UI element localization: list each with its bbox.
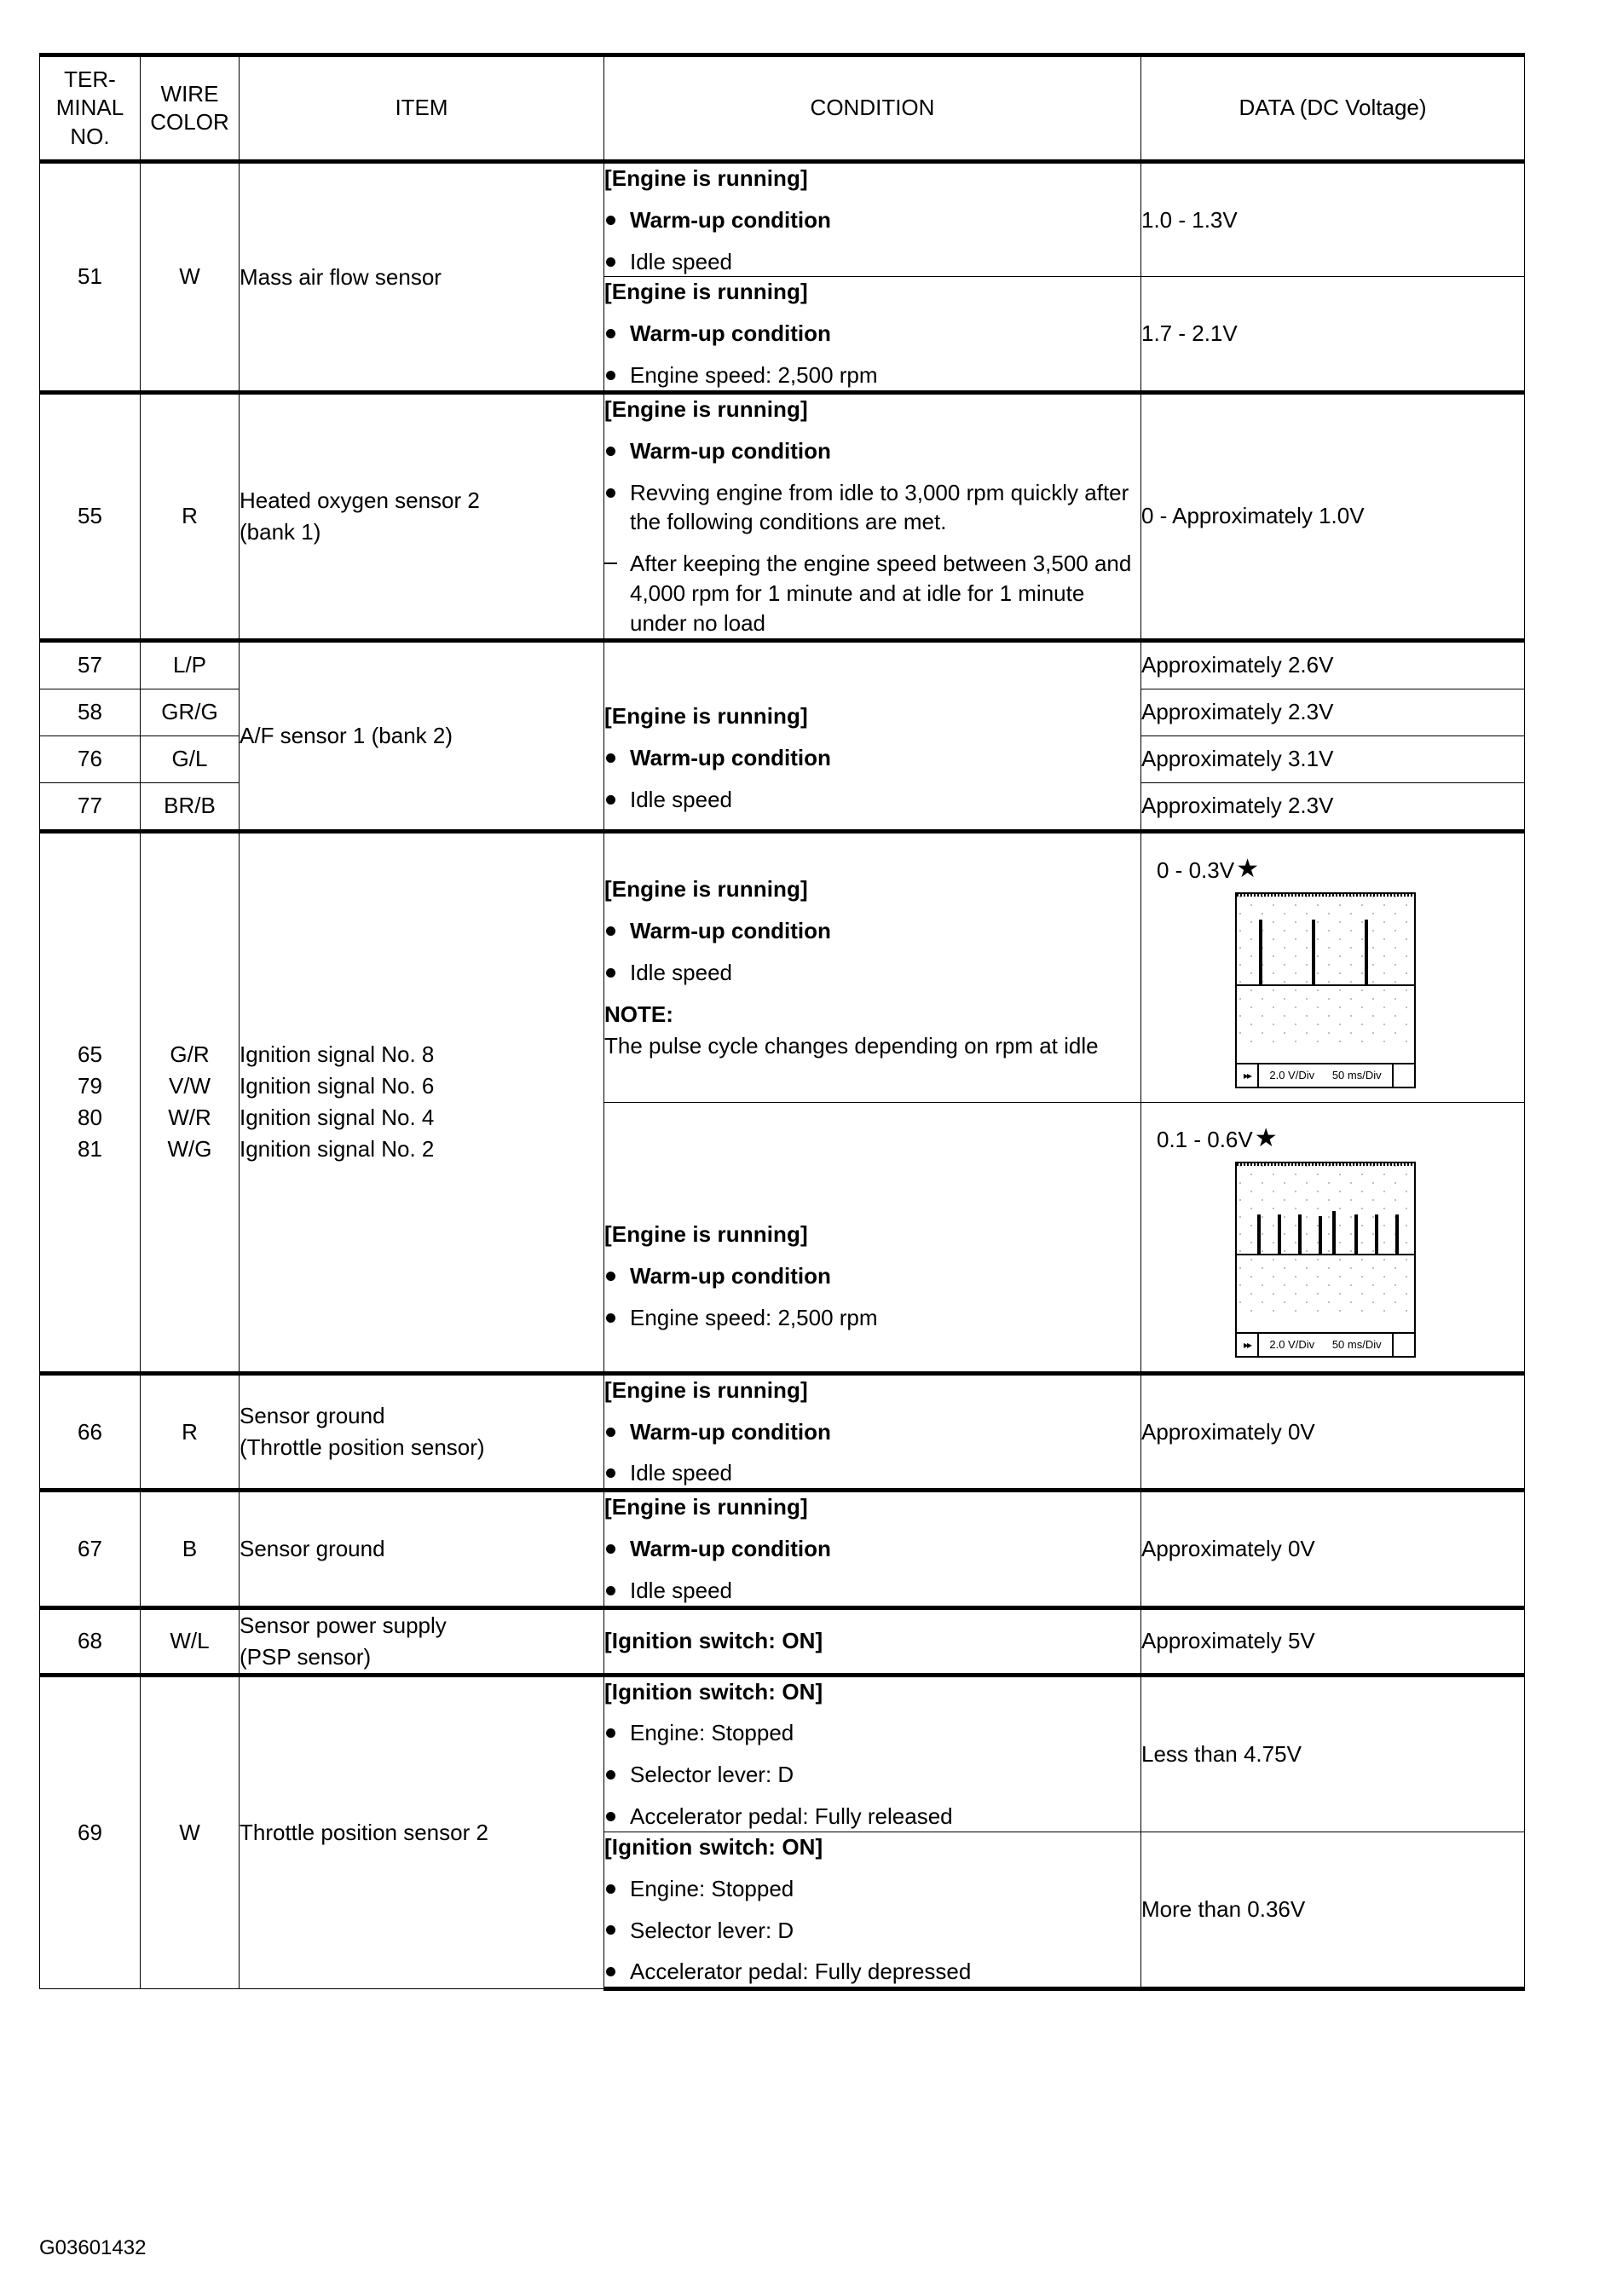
- scope-screen: [1237, 1163, 1414, 1318]
- condition-item: [604, 1534, 1140, 1564]
- time-per-div: 50 ms/Div: [1331, 1069, 1382, 1082]
- condition-block: [604, 392, 1141, 640]
- item-line: Sensor ground: [240, 1403, 385, 1429]
- condition-block: [604, 1102, 1141, 1373]
- table-row: [40, 162, 1525, 277]
- bullet-icon: [606, 216, 615, 225]
- condition-heading: [Engine is running]: [604, 1376, 808, 1403]
- condition-list: [604, 743, 1140, 815]
- table-row: [40, 1491, 1525, 1607]
- data-value: 0 - Approximately 1.0V: [1141, 392, 1525, 640]
- pulse-trace: [1312, 920, 1315, 984]
- table-row: [40, 831, 1525, 1102]
- table-row: [40, 640, 1525, 689]
- oscilloscope-display: [1235, 892, 1416, 1088]
- wire-color: L/P: [141, 640, 240, 689]
- condition-text: Engine speed: 2,500 rpm: [630, 362, 878, 389]
- condition-block: [604, 277, 1141, 392]
- bullet-icon: [606, 968, 615, 978]
- bullet-icon: [606, 1272, 615, 1281]
- condition-block: [604, 1607, 1141, 1675]
- data-value: Approximately 0V: [1141, 1491, 1525, 1607]
- dash-icon: [604, 562, 617, 564]
- item-line: (PSP sensor): [240, 1643, 372, 1670]
- table-row: [40, 1675, 1525, 1832]
- condition-item: [604, 205, 1140, 235]
- data-value: Approximately 3.1V: [1141, 736, 1525, 782]
- terminal-no: 55: [40, 392, 141, 640]
- wire-color: GR/G: [141, 689, 240, 736]
- item-line: (bank 1): [240, 518, 321, 545]
- waveform-block: [1141, 847, 1524, 1102]
- header-condition: CONDITION: [604, 55, 1141, 162]
- pulse-trace: [1278, 1214, 1281, 1254]
- condition-list: [604, 1874, 1140, 1987]
- condition-text: Engine: Stopped: [630, 1720, 794, 1746]
- scope-scales: [1259, 1069, 1392, 1082]
- header-data: DATA (DC Voltage): [1141, 55, 1525, 162]
- terminal-no: 57: [40, 640, 141, 689]
- item-line: (Throttle position sensor): [240, 1434, 485, 1460]
- condition-item: [604, 549, 1140, 637]
- bullet-icon: [606, 1428, 615, 1437]
- condition-text: Selector lever: D: [630, 1762, 794, 1788]
- scope-midline: [1237, 984, 1414, 986]
- condition-heading: [Engine is running]: [604, 1221, 808, 1248]
- pulse-trace: [1259, 920, 1262, 984]
- scope-screen: [1237, 894, 1414, 1049]
- condition-heading: [Ignition switch: ON]: [604, 1628, 823, 1654]
- data-value-waveform: [1141, 831, 1525, 1102]
- bullet-icon: [606, 1586, 615, 1595]
- data-value: 1.0 - 1.3V: [1141, 162, 1525, 277]
- bullet-icon: [606, 1468, 615, 1478]
- voltage-range: 0 - 0.3V: [1157, 857, 1235, 883]
- condition-item: [604, 1417, 1140, 1447]
- data-value: Approximately 2.3V: [1141, 782, 1525, 831]
- terminal-no: 81: [78, 1136, 102, 1162]
- bullet-icon: [606, 329, 615, 338]
- condition-item: [604, 1718, 1140, 1748]
- pulse-trace: [1298, 1214, 1302, 1254]
- terminal-no: 79: [78, 1073, 102, 1099]
- pulse-trace: [1395, 1214, 1399, 1254]
- item-name: A/F sensor 1 (bank 2): [240, 640, 604, 831]
- bullet-icon: [606, 926, 615, 936]
- terminal-no: 76: [40, 736, 141, 782]
- terminal-no: 67: [40, 1491, 141, 1607]
- terminal-list: [40, 1039, 140, 1165]
- condition-item: [604, 1760, 1140, 1790]
- condition-text: Idle speed: [630, 1577, 732, 1603]
- scope-footer: [1237, 1063, 1414, 1087]
- item-lines: [240, 485, 603, 548]
- pulse-trace: [1319, 1216, 1322, 1254]
- bullet-icon: [606, 1313, 615, 1323]
- wire-list: [141, 1039, 239, 1165]
- item-name: Mass air flow sensor: [240, 162, 604, 393]
- bullet-icon: [606, 1925, 615, 1935]
- bullet-icon: [606, 1967, 615, 1976]
- volts-per-div: 2.0 V/Div: [1269, 1069, 1315, 1082]
- bullet-icon: [606, 257, 615, 267]
- pulse-trace: [1365, 920, 1368, 984]
- scope-scales: [1259, 1338, 1392, 1351]
- header-line: MINAL: [55, 95, 124, 121]
- fast-forward-icon: ▸▸: [1237, 1334, 1259, 1356]
- condition-text: Warm-up condition: [630, 437, 831, 464]
- header-wire-color: [141, 55, 240, 162]
- terminal-no: 69: [40, 1675, 141, 1989]
- pulse-trace: [1257, 1214, 1261, 1254]
- condition-heading: [Ignition switch: ON]: [604, 1833, 823, 1860]
- item-lines: [240, 1400, 603, 1463]
- condition-heading: [Engine is running]: [604, 165, 808, 191]
- condition-item: [604, 1261, 1140, 1291]
- voltage-range: 0.1 - 0.6V: [1157, 1126, 1253, 1152]
- pulse-trace: [1375, 1214, 1378, 1254]
- note-heading: NOTE:: [604, 1001, 673, 1027]
- wire-color: V/W: [168, 1073, 211, 1099]
- condition-text: Engine speed: 2,500 rpm: [630, 1304, 878, 1330]
- condition-text: Accelerator pedal: Fully released: [630, 1803, 953, 1830]
- item-name: [240, 1607, 604, 1675]
- condition-block: [604, 831, 1141, 1102]
- scope-grid: [1237, 894, 1414, 1049]
- condition-list: [604, 319, 1140, 390]
- time-per-div: 50 ms/Div: [1331, 1338, 1382, 1352]
- bullet-icon: [606, 1770, 615, 1780]
- condition-heading: [Engine is running]: [604, 395, 808, 422]
- wire-color-group: [141, 831, 240, 1373]
- wire-color: W/G: [167, 1136, 212, 1162]
- data-value: 1.7 - 2.1V: [1141, 277, 1525, 392]
- condition-block: [604, 1675, 1141, 1832]
- condition-block: [604, 1373, 1141, 1490]
- item-line: Ignition signal No. 8: [240, 1041, 435, 1068]
- star-icon: ★: [1254, 1124, 1278, 1153]
- bullet-icon: [606, 447, 615, 456]
- condition-item: [604, 1303, 1140, 1333]
- bullet-icon: [606, 371, 615, 380]
- condition-text: Warm-up condition: [630, 206, 831, 233]
- condition-text: Revving engine from idle to 3,000 rpm quickly after the following conditions are met.: [630, 479, 1129, 535]
- data-value: Approximately 0V: [1141, 1373, 1525, 1490]
- item-line: Ignition signal No. 6: [240, 1073, 435, 1099]
- terminal-no: 80: [78, 1105, 102, 1131]
- wire-color: B: [141, 1491, 240, 1607]
- pulse-trace: [1354, 1214, 1358, 1254]
- condition-item: [604, 743, 1140, 773]
- terminal-no: 51: [40, 162, 141, 393]
- item-line: Ignition signal No. 2: [240, 1136, 435, 1162]
- condition-text: Warm-up condition: [630, 1262, 831, 1289]
- condition-text: Warm-up condition: [630, 744, 831, 770]
- condition-block: [604, 640, 1141, 831]
- note-body: The pulse cycle changes depending on rpm at idle: [604, 1032, 1099, 1059]
- bullet-icon: [606, 1812, 615, 1821]
- condition-item: [604, 478, 1140, 538]
- bullet-icon: [606, 1544, 615, 1554]
- condition-text: Engine: Stopped: [630, 1875, 794, 1901]
- header-line: WIRE: [160, 80, 219, 107]
- condition-item: [604, 785, 1140, 815]
- condition-text: Warm-up condition: [630, 918, 831, 944]
- wire-color: W/L: [141, 1607, 240, 1675]
- table-row: [40, 392, 1525, 640]
- scope-footer: [1237, 1332, 1414, 1356]
- item-lines: [240, 1610, 603, 1673]
- header-item: ITEM: [240, 55, 604, 162]
- condition-text: Warm-up condition: [630, 1418, 831, 1445]
- header-line: TER-: [64, 66, 116, 93]
- item-name: Sensor ground: [240, 1491, 604, 1607]
- condition-item: [604, 1957, 1140, 1987]
- item-name-group: [240, 831, 604, 1373]
- bullet-icon: [606, 1884, 615, 1894]
- condition-heading: [Ignition switch: ON]: [604, 1678, 823, 1705]
- terminal-no: 65: [78, 1041, 102, 1068]
- scope-midline: [1237, 1254, 1414, 1255]
- waveform-block: [1141, 1116, 1524, 1371]
- wire-color: BR/B: [141, 782, 240, 831]
- item-list: [240, 1039, 603, 1165]
- condition-heading: [Engine is running]: [604, 279, 808, 305]
- item-name: Throttle position sensor 2: [240, 1675, 604, 1989]
- condition-item: [604, 1458, 1140, 1488]
- condition-text: Accelerator pedal: Fully depressed: [630, 1959, 972, 1985]
- table-row: [40, 1607, 1525, 1675]
- condition-list: [604, 1718, 1140, 1831]
- table-body: [40, 162, 1525, 1989]
- waveform-voltage-label: [1157, 1124, 1524, 1153]
- condition-text: Idle speed: [630, 248, 732, 274]
- bullet-icon: [606, 795, 615, 805]
- waveform-voltage-label: [1157, 857, 1524, 884]
- condition-text: After keeping the engine speed between 3,500 and 4,000 rpm for 1 minute and at idle for 1 minute under no load: [630, 551, 1132, 636]
- condition-list: [604, 205, 1140, 277]
- wire-color: G/L: [141, 736, 240, 782]
- condition-block: [604, 162, 1141, 277]
- item-line: Ignition signal No. 4: [240, 1105, 435, 1131]
- data-value-waveform: [1141, 1102, 1525, 1373]
- wire-color: W/R: [168, 1105, 211, 1131]
- terminal-no: 68: [40, 1607, 141, 1675]
- condition-text: Idle speed: [630, 1460, 732, 1486]
- condition-text: Warm-up condition: [630, 1536, 831, 1562]
- wire-color: R: [141, 1373, 240, 1490]
- pulse-trace: [1332, 1211, 1336, 1254]
- condition-text: Selector lever: D: [630, 1917, 794, 1943]
- bullet-icon: [606, 488, 615, 498]
- wire-color: W: [141, 162, 240, 393]
- item-name: [240, 392, 604, 640]
- condition-text: Idle speed: [630, 786, 732, 812]
- condition-text: Warm-up condition: [630, 320, 831, 347]
- condition-block: [604, 1832, 1141, 1988]
- condition-item: [604, 1874, 1140, 1904]
- header-line: COLOR: [150, 109, 229, 135]
- condition-item: [604, 916, 1140, 946]
- header-terminal-no: [40, 55, 141, 162]
- wire-color: W: [141, 1675, 240, 1989]
- condition-list: [604, 1261, 1140, 1333]
- condition-list: [604, 436, 1140, 638]
- table-header: [40, 55, 1525, 162]
- condition-item: [604, 1916, 1140, 1946]
- condition-block: [604, 1491, 1141, 1607]
- data-value: More than 0.36V: [1141, 1832, 1525, 1988]
- volts-per-div: 2.0 V/Div: [1269, 1338, 1315, 1352]
- condition-item: [604, 436, 1140, 466]
- item-line: Heated oxygen sensor 2: [240, 487, 480, 513]
- scope-endbox: [1392, 1334, 1414, 1356]
- ecm-terminal-reference-table: [39, 53, 1525, 1991]
- terminal-no-group: [40, 831, 141, 1373]
- wire-color: G/R: [170, 1041, 210, 1068]
- data-value: Approximately 5V: [1141, 1607, 1525, 1675]
- condition-list: [604, 916, 1140, 988]
- fast-forward-icon: ▸▸: [1237, 1064, 1259, 1087]
- condition-heading: [Engine is running]: [604, 876, 808, 903]
- condition-list: [604, 1417, 1140, 1489]
- wire-color: R: [141, 392, 240, 640]
- condition-list: [604, 1534, 1140, 1606]
- item-name: [240, 1373, 604, 1490]
- condition-item: [604, 247, 1140, 277]
- condition-item: [604, 958, 1140, 988]
- condition-heading: [Engine is running]: [604, 703, 808, 730]
- condition-text: Idle speed: [630, 959, 732, 985]
- star-icon: ★: [1236, 855, 1259, 884]
- condition-item: [604, 361, 1140, 390]
- data-value: Approximately 2.6V: [1141, 640, 1525, 689]
- data-value: Approximately 2.3V: [1141, 689, 1525, 736]
- scope-endbox: [1392, 1064, 1414, 1087]
- header-line: NO.: [70, 123, 110, 149]
- bullet-icon: [606, 753, 615, 763]
- data-value: Less than 4.75V: [1141, 1675, 1525, 1832]
- oscilloscope-display: [1235, 1162, 1416, 1358]
- table-row: [40, 1373, 1525, 1490]
- item-line: Sensor power supply: [240, 1612, 447, 1638]
- condition-item: [604, 1576, 1140, 1606]
- condition-heading: [Engine is running]: [604, 1494, 808, 1520]
- figure-code: G03601432: [39, 2236, 147, 2259]
- bullet-icon: [606, 1728, 615, 1738]
- terminal-no: 66: [40, 1373, 141, 1490]
- scope-grid: [1237, 1163, 1414, 1318]
- terminal-no: 77: [40, 782, 141, 831]
- terminal-no: 58: [40, 689, 141, 736]
- condition-item: [604, 1802, 1140, 1832]
- condition-item: [604, 319, 1140, 349]
